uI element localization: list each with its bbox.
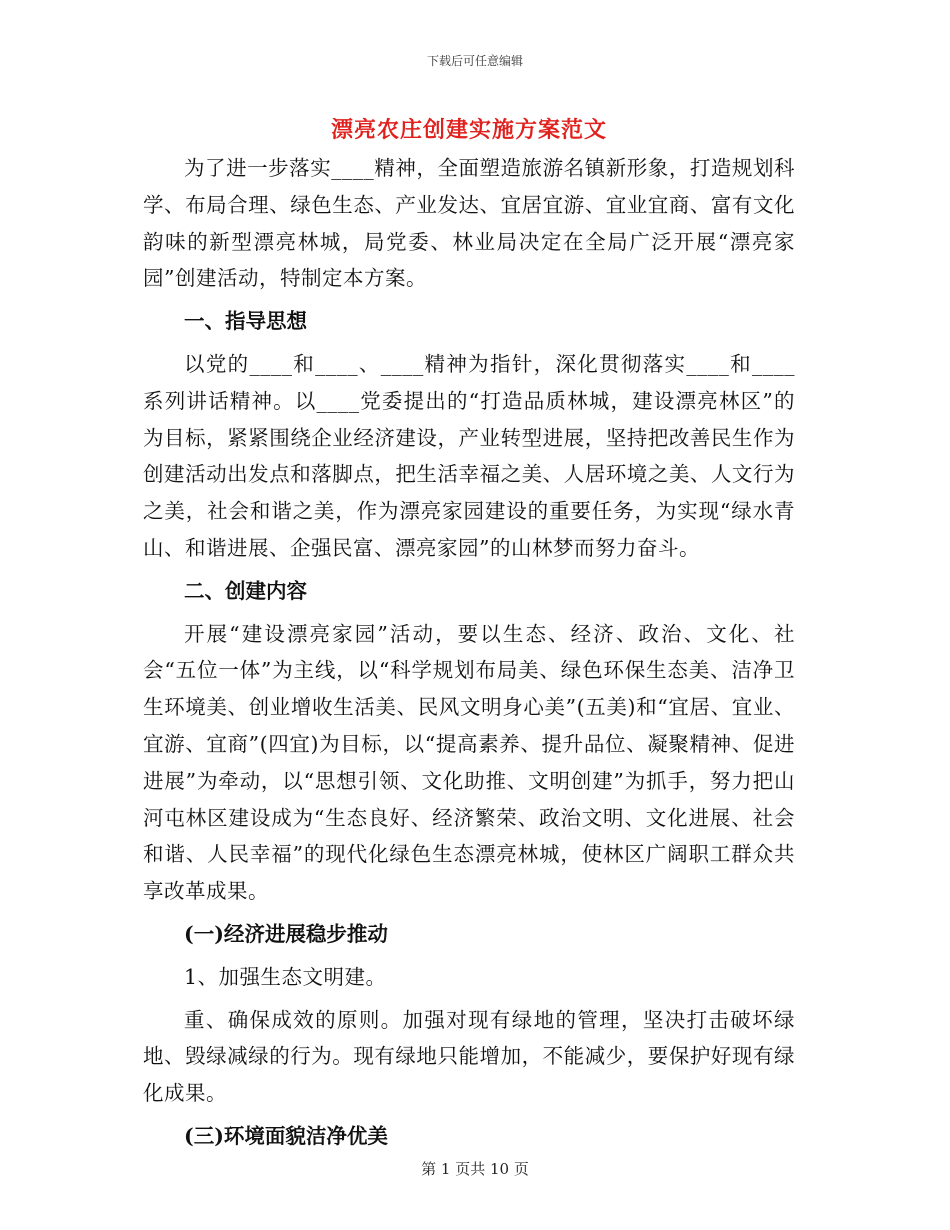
- section-heading-content: 二、创建内容: [184, 578, 307, 603]
- item-paragraph-ecology: 重、确保成效的原则。加强对现有绿地的管理，坚决打击破坏绿地、毁绿减绿的行为。现有绿地只能增加，不能减少，要保护好现有绿化成果。: [143, 1007, 795, 1106]
- document-title: 漂亮农庄创建实施方案范文: [330, 117, 607, 143]
- item-heading-ecology: 1、加强生态文明建。: [184, 964, 387, 989]
- page-number: 第 1 页共 10 页: [421, 1160, 529, 1178]
- subsection-heading-environment: (三)环境面貌洁净优美: [184, 1123, 388, 1148]
- intro-paragraph: 为了进一步落实____精神，全面塑造旅游名镇新形象，打造规划科学、布局合理、绿色生态、产业发达、宜居宜游、宜业宜商、富有文化韵味的新型漂亮林城，局党委、林业局决定在全局广泛开展“漂亮家园”创建活动，特制定本方案。: [143, 156, 795, 291]
- section-heading-guiding-thought: 一、指导思想: [184, 309, 307, 334]
- section-paragraph-guiding-thought: 以党的____和____、____精神为指针，深化贯彻落实____和____系列讲话精神。以____党委提出的“打造品质林城，建设漂亮林区”的为目标，紧紧围绕企业经济建设，产业转型进展，坚持把改善民生作为创建活动出发点和落脚点，把生活幸福之美、人居环境之美、人文行为之美，社会和谐之美，作为漂亮家园建设的重要任务，为实现“绿水青山、和谐进展、企强民富、漂亮家园”的山林梦而努力奋斗。: [143, 351, 795, 560]
- document-body: [143, 110, 795, 1155]
- subsection-heading-economy: (一)经济进展稳步推动: [184, 921, 388, 946]
- page-header-note: 下载后可任意编辑: [426, 54, 523, 68]
- section-paragraph-content: 开展“建设漂亮家园”活动，要以生态、经济、政治、文化、社会“五位一体”为主线，以“科学规划布局美、绿色环保生态美、洁净卫生环境美、创业增收生活美、民风文明身心美”(五美)和“宜居、宜业、宜游、宜商”(四宜)为目标，以“提高素养、提升品位、凝聚精神、促进进展”为牵动，以“思想引领、文化助推、文明创建”为抓手，努力把山河屯林区建设成为“生态良好、经济繁荣、政治文明、文化进展、社会和谐、人民幸福”的现代化绿色生态漂亮林城，使林区广阔职工群众共享改革成果。: [143, 621, 795, 904]
